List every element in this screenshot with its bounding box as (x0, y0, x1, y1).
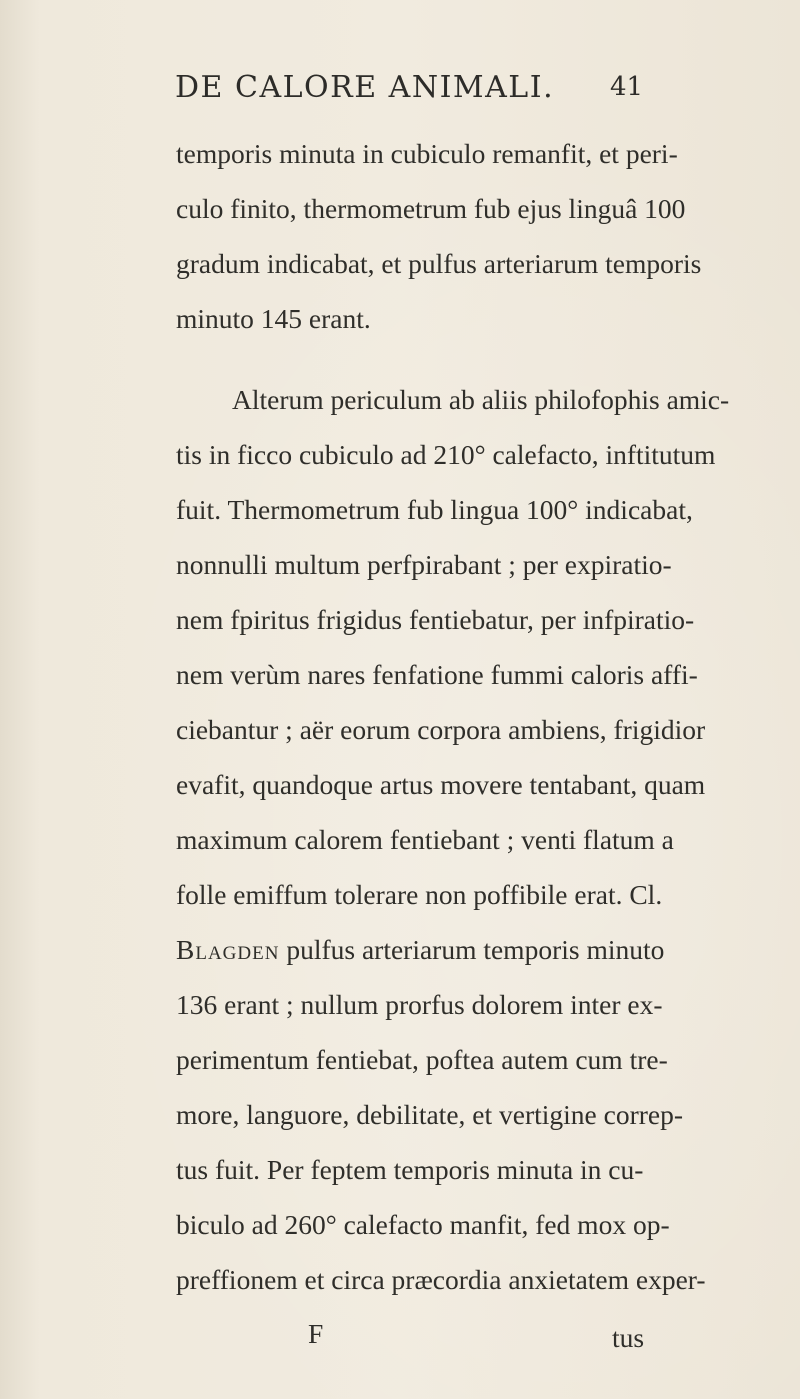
text-line: nem fpiritus frigidus fentiebatur, per infpiratio- (176, 604, 695, 635)
text-line: minuto 145 erant. (176, 303, 371, 334)
page-number: 41 (610, 72, 644, 102)
text-line: biculo ad 260° calefacto manfit, fed mox op- (176, 1209, 670, 1240)
text-line (176, 934, 664, 966)
text-line: folle emiffum tolerare non poffibile erat. Cl. (176, 879, 663, 910)
text-line: temporis minuta in cubiculo remanfit, et peri- (176, 138, 678, 169)
text-line: fuit. Thermometrum fub lingua 100° indicabat, (176, 494, 693, 525)
text-line: 136 erant ; nullum prorfus dolorem inter ex- (176, 989, 663, 1020)
text-line: ciebantur ; aër eorum corpora ambiens, frigidior (176, 714, 706, 745)
text-line: evafit, quandoque artus movere tentabant, quam (176, 769, 706, 800)
text-line: more, languore, debilitate, et vertigine correp- (176, 1099, 684, 1130)
text-line: nonnulli multum perfpirabant ; per expiratio- (176, 549, 672, 580)
text-line: preffionem et circa præcordia anxietatem exper- (176, 1264, 706, 1295)
text-line: culo finito, thermometrum fub ejus linguâ 100 (176, 193, 686, 224)
text-line: tis in ficco cubiculo ad 210° calefacto, inftitutum (176, 439, 716, 470)
text-line-rest: pulfus arteriarum temporis minuto (279, 934, 665, 965)
running-title: DE CALORE ANIMALI. (175, 70, 555, 105)
catchword: tus (612, 1322, 645, 1353)
signature-mark: F (308, 1318, 324, 1349)
text-line: Alterum periculum ab aliis philofophis amic- (232, 384, 730, 415)
text-line: nem verùm nares fenfatione fummi caloris affi- (176, 659, 698, 690)
text-line: gradum indicabat, et pulfus arteriarum temporis (176, 248, 702, 279)
text-line: perimentum fentiebat, poftea autem cum tre- (176, 1044, 668, 1075)
person-name: Blagden (176, 934, 280, 965)
text-line: tus fuit. Per feptem temporis minuta in cu- (176, 1154, 644, 1185)
text-line: maximum calorem fentiebant ; venti flatum a (176, 824, 674, 855)
